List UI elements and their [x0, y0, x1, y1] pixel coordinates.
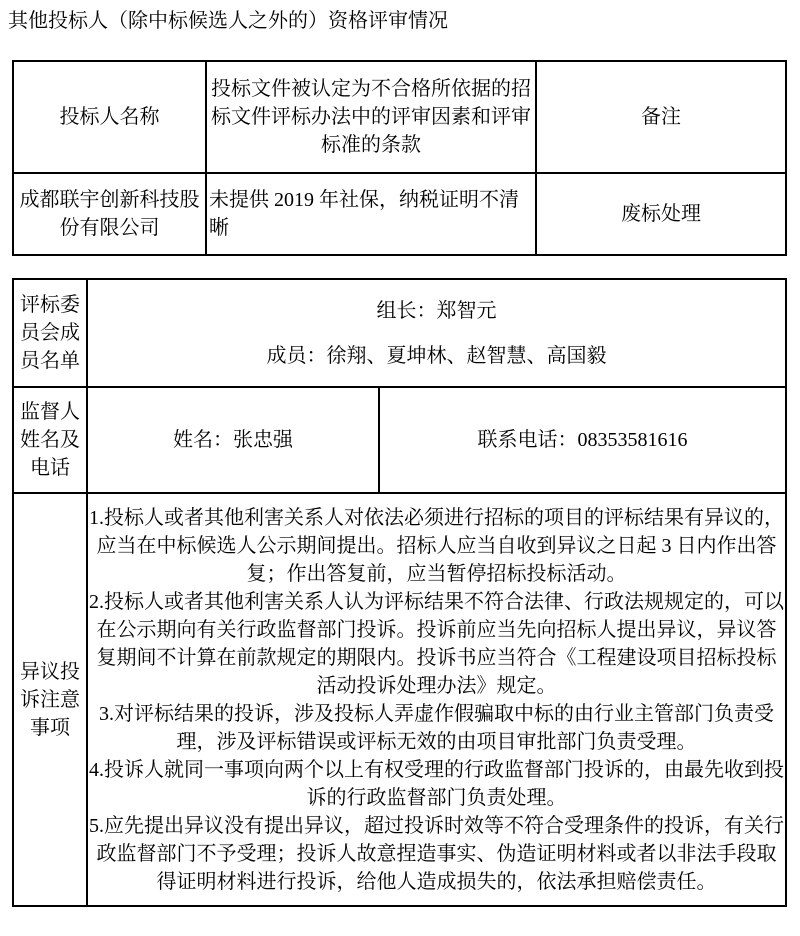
notice-item: 4.投诉人就同一事项向两个以上有权受理的行政监督部门投诉的，由最先收到投诉的行政监督部门负责处理。 [89, 758, 784, 809]
supervisor-name: 姓名：张忠强 [87, 387, 379, 493]
notice-item: 3.对评标结果的投诉，涉及投标人弄虚作假骗取中标的由行业主管部门负责受理，涉及评标错误或评标无效的由项目审批部门负责受理。 [99, 702, 774, 753]
evaluation-info-table [12, 278, 787, 907]
committee-label: 评标委员会成员名单 [13, 279, 87, 387]
notice-item: 2.投标人或者其他利害关系人认为评标结果不符合法律、行政法规规定的，可以在公示期向有关行政监督部门投诉。投诉前应当先向招标人提出异议，异议答复期间不计算在前款规定的期限内。投诉书应当符合《工程建设项目招标投标活动投诉处理办法》规定。 [89, 590, 784, 697]
notice-item: 5.应先提出异议没有提出异议，超过投诉时效等不符合受理条件的投诉，有关行政监督部门不予受理；投诉人故意捏造事实、伪造证明材料或者以非法手段取得证明材料进行投诉，给他人造成损失的，依法承担赔偿责任。 [89, 814, 784, 893]
committee-members-cell [87, 279, 786, 387]
notice-label: 异议投诉注意事项 [13, 493, 87, 906]
header-rejection-basis: 投标文件被认定为不合格所依据的招标文件评标办法中的评审因素和评审标准的条款 [206, 61, 536, 173]
cell-bidder-name: 成都联宇创新科技股份有限公司 [13, 173, 206, 255]
notice-row [13, 493, 786, 906]
qualification-review-table [12, 60, 787, 256]
header-remark: 备注 [536, 61, 786, 173]
supervisor-label: 监督人姓名及电话 [13, 387, 87, 493]
page-title: 其他投标人（除中标候选人之外的）资格评审情况 [8, 10, 448, 32]
supervisor-row [13, 387, 786, 493]
cell-remark: 废标处理 [536, 173, 786, 255]
supervisor-phone: 联系电话：08353581616 [379, 387, 786, 493]
notice-item: 1.投标人或者其他利害关系人对依法必须进行招标的项目的评标结果有异议的，应当在中标候选人公示期间提出。招标人应当自收到异议之日起 3 日内作出答复；作出答复前，应当暂停招标投标活动。 [89, 506, 784, 585]
header-bidder-name: 投标人名称 [13, 61, 206, 173]
cell-rejection-basis: 未提供 2019 年社保，纳税证明不清晰 [206, 173, 536, 255]
committee-members: 成员：徐翔、夏坤林、赵智慧、高国毅 [266, 344, 607, 367]
table-row [13, 173, 786, 255]
committee-leader: 组长：郑智元 [376, 299, 497, 322]
notice-content-cell [87, 493, 786, 906]
qualification-table-header-row [13, 61, 786, 173]
committee-row [13, 279, 786, 387]
